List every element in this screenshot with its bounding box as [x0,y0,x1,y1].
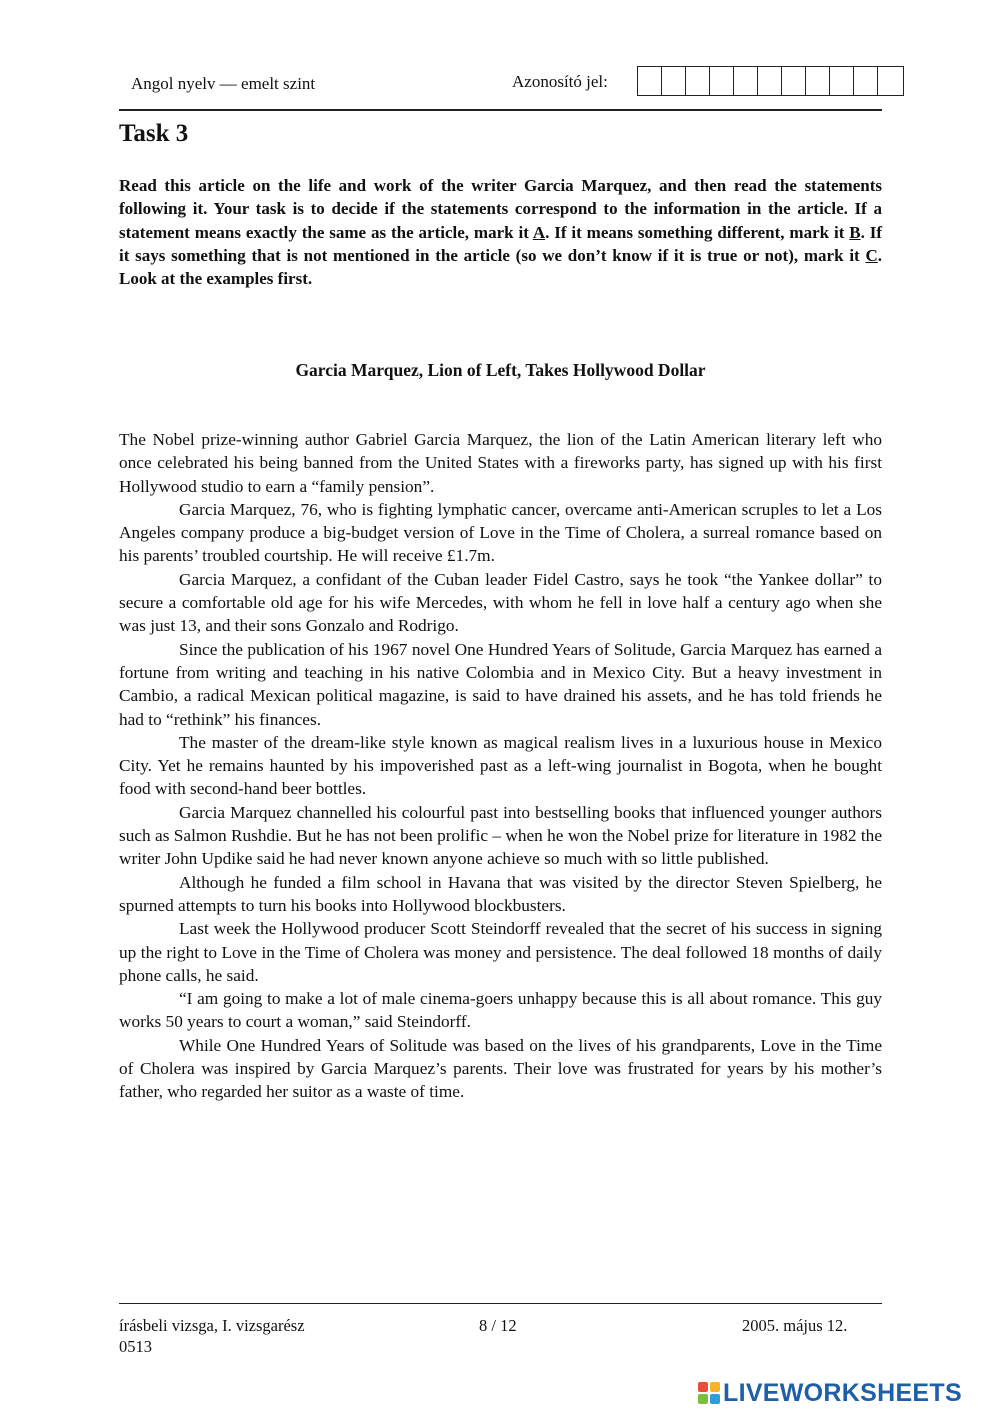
footer-exam-part: írásbeli vizsga, I. vizsgarész [119,1316,305,1335]
id-code-box[interactable] [758,67,782,95]
liveworksheets-logo-icon [698,1382,720,1404]
option-a-marker: A [532,222,546,242]
article-paragraph: Garcia Marquez, a confidant of the Cuban leader Fidel Castro, says he took “the Yankee dollar” to secure a comfortable old age for his wife Mercedes, with whom he fell in love half a century ago when she was just 13, and their sons Gonzalo and Rodrigo. [119,569,882,636]
logo-square [710,1394,720,1404]
option-c-marker: C [865,245,878,265]
logo-square [698,1382,708,1392]
header-subject: Angol nyelv — emelt szint [131,74,316,93]
brand-text: LIVEWORKSHEETS [723,1378,962,1407]
id-code-box[interactable] [806,67,830,95]
footer-divider [119,1303,882,1304]
liveworksheets-brand[interactable] [698,1378,962,1408]
article-paragraph: The Nobel prize-winning author Gabriel Garcia Marquez, the lion of the Latin American literary left who once celebrated his being banned from the United States with a fireworks party, has signed up with his first Hollywood studio to earn a “family pension”. [119,430,882,496]
id-code-box[interactable] [710,67,734,95]
article-paragraph: Since the publication of his 1967 novel One Hundred Years of Solitude, Garcia Marquez has earned a fortune from writing and teaching in his native Colombia and in Mexico City. But a heavy investment in Cambio, a radical Mexican political magazine, is said to have drained his assets, and he has told friends he had to “rethink” his finances. [119,639,882,729]
id-code-box[interactable] [734,67,758,95]
id-label: Azonosító jel: [512,72,608,91]
header-divider [119,109,882,111]
id-code-box[interactable] [638,67,662,95]
article-paragraph: While One Hundred Years of Solitude was based on the lives of his grandparents, Love in the Time of Cholera was inspired by Garcia Marquez’s parents. Their love was frustrated for years by his mother’s father, who regarded her suitor as a waste of time. [119,1035,882,1102]
logo-square [710,1382,720,1392]
id-code-box[interactable] [854,67,878,95]
article-paragraph: Last week the Hollywood producer Scott Steindorff revealed that the secret of his success in signing up the right to Love in the Time of Cholera was money and persistence. The deal followed 18 months of daily phone calls, he said. [119,919,882,985]
article-body [119,428,882,1104]
id-code-box[interactable] [782,67,806,95]
article-title: Garcia Marquez, Lion of Left, Takes Hollywood Dollar [295,360,706,380]
id-code-box[interactable] [662,67,686,95]
footer-code: 0513 [119,1337,152,1356]
option-b-marker: B [849,222,861,242]
article-paragraph: Garcia Marquez, 76, who is fighting lymphatic cancer, overcame anti-American scruples to let a Los Angeles company produce a big-budget version of Love in the Time of Cholera, a surreal romance based on his parents’ troubled courtship. He will receive £1.7m. [119,499,882,566]
article-paragraph: The master of the dream-like style known as magical realism lives in a luxurious house in Mexico City. Yet he remains haunted by his impoverished past as a left-wing journalist in Bogota, when he bought food with second-hand beer bottles. [119,732,882,799]
id-code-box[interactable] [830,67,854,95]
id-code-box[interactable] [878,67,903,95]
logo-square [698,1394,708,1404]
id-code-box[interactable] [686,67,710,95]
article-paragraph: Garcia Marquez channelled his colourful past into bestselling books that influenced younger authors such as Salmon Rushdie. But he has not been prolific – when he won the Nobel prize for literature in 1982 the writer John Updike said he had never known anyone achieve so much with so little published. [119,802,882,869]
footer-date: 2005. május 12. [742,1316,848,1335]
page-header [119,66,882,110]
id-code-boxes[interactable] [637,66,904,96]
task-title: Task 3 [119,120,189,147]
article-paragraph: Although he funded a film school in Havana that was visited by the director Steven Spielberg, he spurned attempts to turn his books into Hollywood blockbusters. [119,872,882,915]
article-paragraph: “I am going to make a lot of male cinema-goers unhappy because this is all about romance. This guy works 50 years to court a woman,” said Steindorff. [119,989,882,1032]
page-number: 8 / 12 [479,1316,517,1335]
task-instructions: Read this article on the life and work of the writer Garcia Marquez, and then read the statements following it. Your task is to decide if the statements correspond to the information in the article. If a statement means exactly the same as the article, mark it A. If it means something different, mark it B. If it says something that is not mentioned in the article (so we don’t know if it is true or not), mark it C. Look at the examples first. [119,176,883,289]
